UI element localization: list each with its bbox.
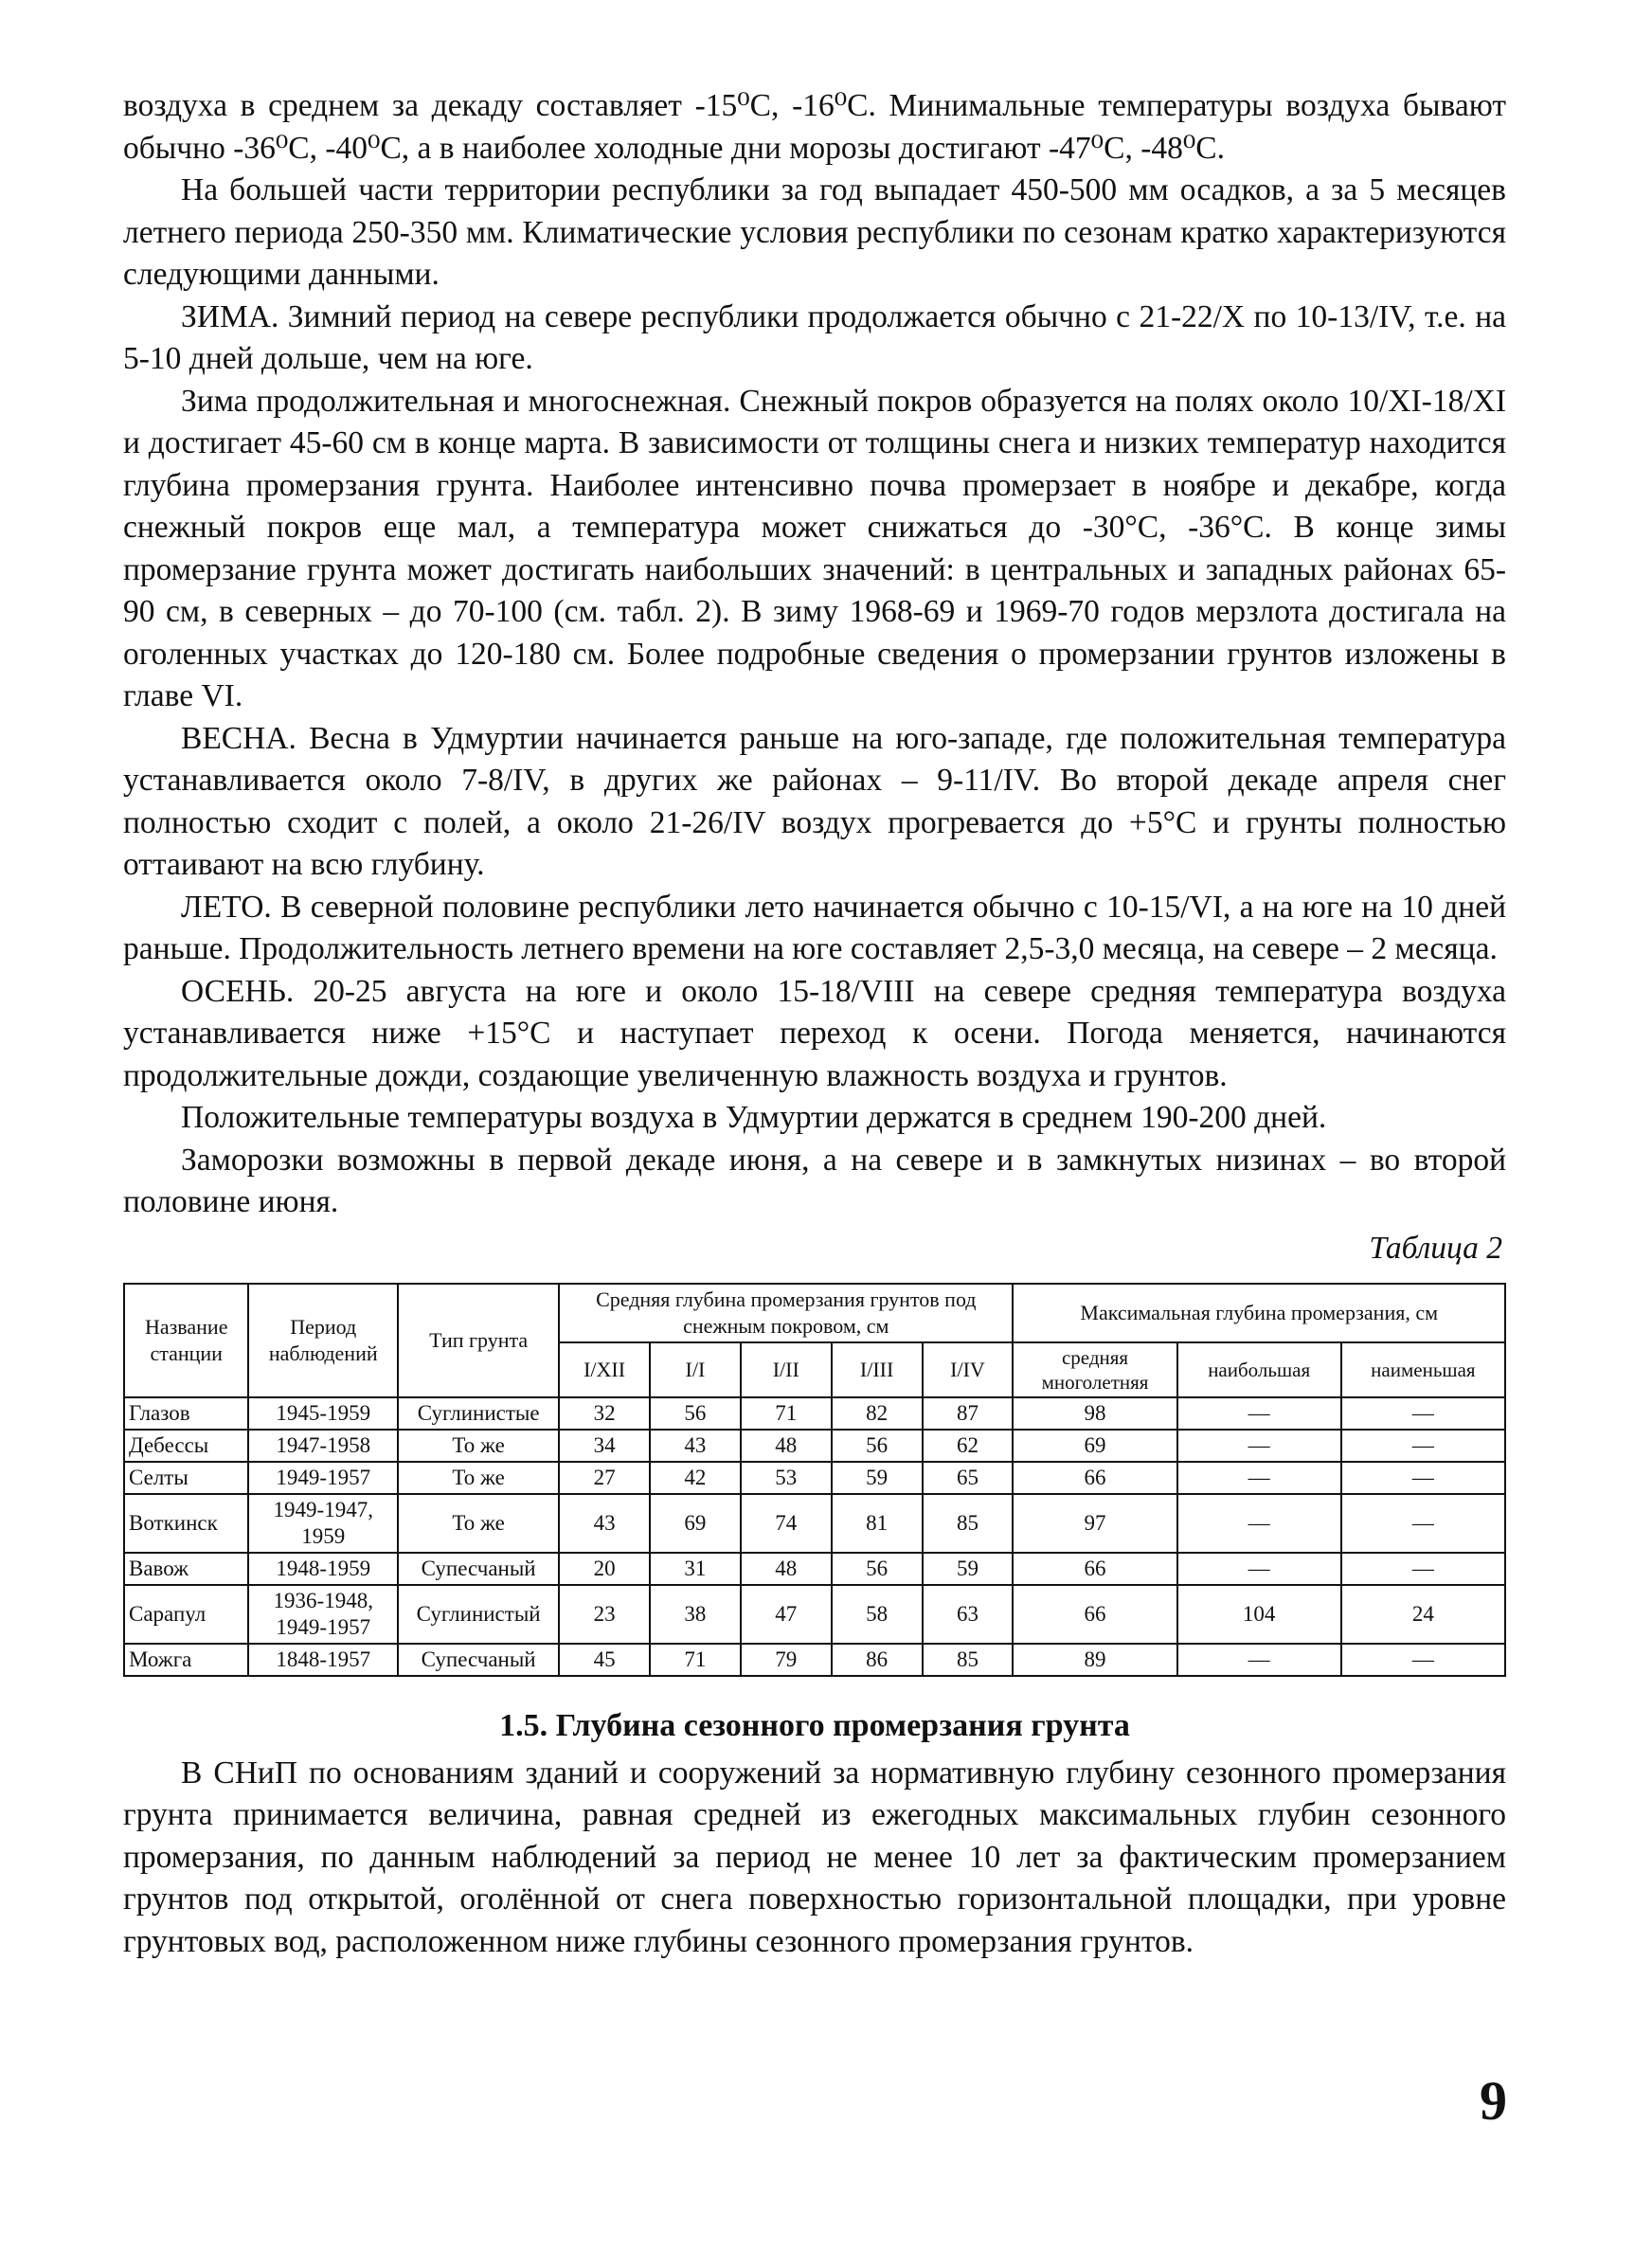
table-row <box>124 1397 1505 1430</box>
table-cell: — <box>1177 1462 1341 1494</box>
table-cell: 56 <box>832 1430 923 1462</box>
table-cell: 32 <box>559 1397 650 1430</box>
page-content <box>123 85 1506 1963</box>
paragraph: ЗИМА. Зимний период на севере республики продолжается обычно с 21-22/X по 10-13/IV, т.е. на 5-10 дней дольше, чем на юге. <box>123 298 1506 376</box>
table-cell: 87 <box>923 1397 1014 1430</box>
section-heading: 1.5. Глубина сезонного промерзания грунта <box>499 1707 1130 1743</box>
table-cell: 63 <box>923 1585 1014 1644</box>
table-header <box>124 1284 1505 1397</box>
station-name-cell: Дебессы <box>124 1430 248 1462</box>
freezing-depth-table <box>123 1283 1506 1677</box>
table-cell: То же <box>398 1430 559 1462</box>
table-cell: 81 <box>832 1494 923 1553</box>
table-cell: — <box>1341 1644 1505 1676</box>
table-cell: — <box>1341 1462 1505 1494</box>
table-row <box>124 1462 1505 1494</box>
table-cell: 38 <box>650 1585 741 1644</box>
table-cell: 59 <box>832 1462 923 1494</box>
table-cell: 48 <box>741 1553 832 1585</box>
table-cell: 27 <box>559 1462 650 1494</box>
body-text-bottom <box>123 1753 1506 1964</box>
table-cell: 42 <box>650 1462 741 1494</box>
table-cell: — <box>1177 1430 1341 1462</box>
table-cell: Суглинистый <box>398 1585 559 1644</box>
table-cell: 59 <box>923 1553 1014 1585</box>
body-text-top <box>123 85 1506 1224</box>
table-cell: 1948-1959 <box>248 1553 398 1585</box>
table-cell: 1945-1959 <box>248 1397 398 1430</box>
table-cell: 66 <box>1013 1585 1176 1644</box>
paragraph: На большей части территории республики за год выпадает 450-500 мм осадков, а за 5 месяцев летнего периода 250-350 мм. Климатические условия республики по сезонам кратко характеризуются следующими данными. <box>123 172 1506 292</box>
table-cell: 56 <box>650 1397 741 1430</box>
table-cell: 97 <box>1013 1494 1176 1553</box>
station-name-cell: Глазов <box>124 1397 248 1430</box>
header-month: I/IV <box>923 1342 1014 1397</box>
table-cell: 69 <box>650 1494 741 1553</box>
page-number: 9 <box>1480 2070 1507 2132</box>
table-cell: — <box>1341 1397 1505 1430</box>
table-cell: 1949-1957 <box>248 1462 398 1494</box>
table-cell: 1936-1948, 1949-1957 <box>248 1585 398 1644</box>
header-max-average: средняя многолетняя <box>1013 1342 1176 1397</box>
station-name-cell: Можга <box>124 1644 248 1676</box>
table-cell: 56 <box>832 1553 923 1585</box>
table-cell: 53 <box>741 1462 832 1494</box>
header-month: I/II <box>741 1342 832 1397</box>
table-cell: 1947-1958 <box>248 1430 398 1462</box>
table-caption: Таблица 2 <box>1369 1230 1502 1266</box>
table-cell: 65 <box>923 1462 1014 1494</box>
table-cell: — <box>1177 1553 1341 1585</box>
table-cell: 86 <box>832 1644 923 1676</box>
table-cell: 104 <box>1177 1585 1341 1644</box>
table-cell: 71 <box>741 1397 832 1430</box>
paragraph: Заморозки возможны в первой декаде июня, а на севере и в замкнутых низинах – во второй половине июня. <box>123 1142 1506 1219</box>
table-cell: 85 <box>923 1494 1014 1553</box>
table-cell: То же <box>398 1462 559 1494</box>
table-cell: 66 <box>1013 1462 1176 1494</box>
paragraph: Положительные температуры воздуха в Удмуртии держатся в среднем 190-200 дней. <box>181 1100 1327 1135</box>
header-month: I/III <box>832 1342 923 1397</box>
table-cell: — <box>1341 1494 1505 1553</box>
table-cell: — <box>1177 1494 1341 1553</box>
table-cell: Супесчаный <box>398 1644 559 1676</box>
table-cell: 66 <box>1013 1553 1176 1585</box>
table-cell: 23 <box>559 1585 650 1644</box>
station-name-cell: Воткинск <box>124 1494 248 1553</box>
header-max-depth-group: Максимальная глубина промерзания, см <box>1013 1284 1505 1342</box>
header-month: I/XII <box>559 1342 650 1397</box>
header-month: I/I <box>650 1342 741 1397</box>
table-cell: 1848-1957 <box>248 1644 398 1676</box>
table-cell: — <box>1177 1644 1341 1676</box>
table-body <box>124 1397 1505 1676</box>
paragraph: ВЕСНА. Весна в Удмуртии начинается раньше на юго-западе, где положительная температура устанавливается около 7-8/IV, в других же районах – 9-11/IV. Во второй декаде апреля снег полностью сходит с полей, а около 21-26/IV воздух прогревается до +5°C и грунты полностью оттаивают на всю глубину. <box>123 720 1506 882</box>
table-row <box>124 1553 1505 1585</box>
table-cell: 98 <box>1013 1397 1176 1430</box>
station-name-cell: Сарапул <box>124 1585 248 1644</box>
paragraph: воздуха в среднем за декаду составляет -15⁰C, -16⁰C. Минимальные температуры воздуха бывают обычно -36⁰C, -40⁰C, а в наиболее холодные дни морозы достигают -47⁰C, -48⁰C. <box>123 88 1506 166</box>
station-name-cell: Вавож <box>124 1553 248 1585</box>
table-row <box>124 1644 1505 1676</box>
table-cell: 82 <box>832 1397 923 1430</box>
header-period: Период наблюдений <box>248 1284 398 1397</box>
station-name-cell: Селты <box>124 1462 248 1494</box>
table-cell: 1949-1947, 1959 <box>248 1494 398 1553</box>
table-row <box>124 1494 1505 1553</box>
table-cell: 43 <box>650 1430 741 1462</box>
table-cell: — <box>1177 1397 1341 1430</box>
table-cell: 89 <box>1013 1644 1176 1676</box>
table-cell: 48 <box>741 1430 832 1462</box>
table-cell: 24 <box>1341 1585 1505 1644</box>
paragraph: В СНиП по основаниям зданий и сооружений за нормативную глубину сезонного промерзания грунта принимается величина, равная средней из ежегодных максимальных глубин сезонного промерзания, по данным наблюдений за период не менее 10 лет за фактическим промерзанием грунтов под открытой, оголённой от снега поверхностью горизонтальной площадки, при уровне грунтовых вод, расположенном ниже глубины сезонного промерзания грунтов. <box>123 1755 1506 1959</box>
header-station: Название станции <box>124 1284 248 1397</box>
table-cell: 71 <box>650 1644 741 1676</box>
paragraph: ОСЕНЬ. 20-25 августа на юге и около 15-18/VIII на севере средняя температура воздуха устанавливается ниже +15°C и наступает переход к осени. Погода меняется, начинаются продолжительные дожди, создающие увеличенную влажность воздуха и грунтов. <box>123 973 1506 1093</box>
table-cell: 79 <box>741 1644 832 1676</box>
table-cell: 74 <box>741 1494 832 1553</box>
table-cell: 58 <box>832 1585 923 1644</box>
table-cell: — <box>1341 1430 1505 1462</box>
table-row <box>124 1430 1505 1462</box>
table-cell: 47 <box>741 1585 832 1644</box>
table-cell: Суглинистые <box>398 1397 559 1430</box>
table-cell: Супесчаный <box>398 1553 559 1585</box>
table-cell: 43 <box>559 1494 650 1553</box>
table-cell: 62 <box>923 1430 1014 1462</box>
table-cell: 20 <box>559 1553 650 1585</box>
header-max-least: наименьшая <box>1341 1342 1505 1397</box>
table-cell: 34 <box>559 1430 650 1462</box>
header-max-greatest: наибольшая <box>1177 1342 1341 1397</box>
header-soil-type: Тип грунта <box>398 1284 559 1397</box>
table-cell: То же <box>398 1494 559 1553</box>
table-cell: 85 <box>923 1644 1014 1676</box>
table-cell: 45 <box>559 1644 650 1676</box>
header-average-depth-group: Средняя глубина промерзания грунтов под снежным покровом, см <box>559 1284 1013 1342</box>
table-cell: — <box>1341 1553 1505 1585</box>
table-row <box>124 1585 1505 1644</box>
paragraph: ЛЕТО. В северной половине республики лето начинается обычно с 10-15/VI, а на юге на 10 дней раньше. Продолжительность летнего времени на юге составляет 2,5-3,0 месяца, на севере – 2 месяца. <box>123 889 1506 966</box>
table-cell: 31 <box>650 1553 741 1585</box>
paragraph: Зима продолжительная и многоснежная. Снежный покров образуется на полях около 10/XI-18/XI и достигает 45-60 см в конце марта. В зависимости от толщины снега и низких температур находится глубина промерзания грунта. Наиболее интенсивно почва промерзает в ноябре и декабре, когда снежный покров еще мал, а температура может снижаться до -30°C, -36°C. В конце зимы промерзание грунта может достигать наибольших значений: в центральных и западных районах 65-90 см, в северных – до 70-100 (см. табл. 2). В зиму 1968-69 и 1969-70 годов мерзлота достигала на оголенных участках до 120-180 см. Более подробные сведения о промерзании грунтов изложены в главе VI. <box>123 383 1506 713</box>
table-cell: 69 <box>1013 1430 1176 1462</box>
